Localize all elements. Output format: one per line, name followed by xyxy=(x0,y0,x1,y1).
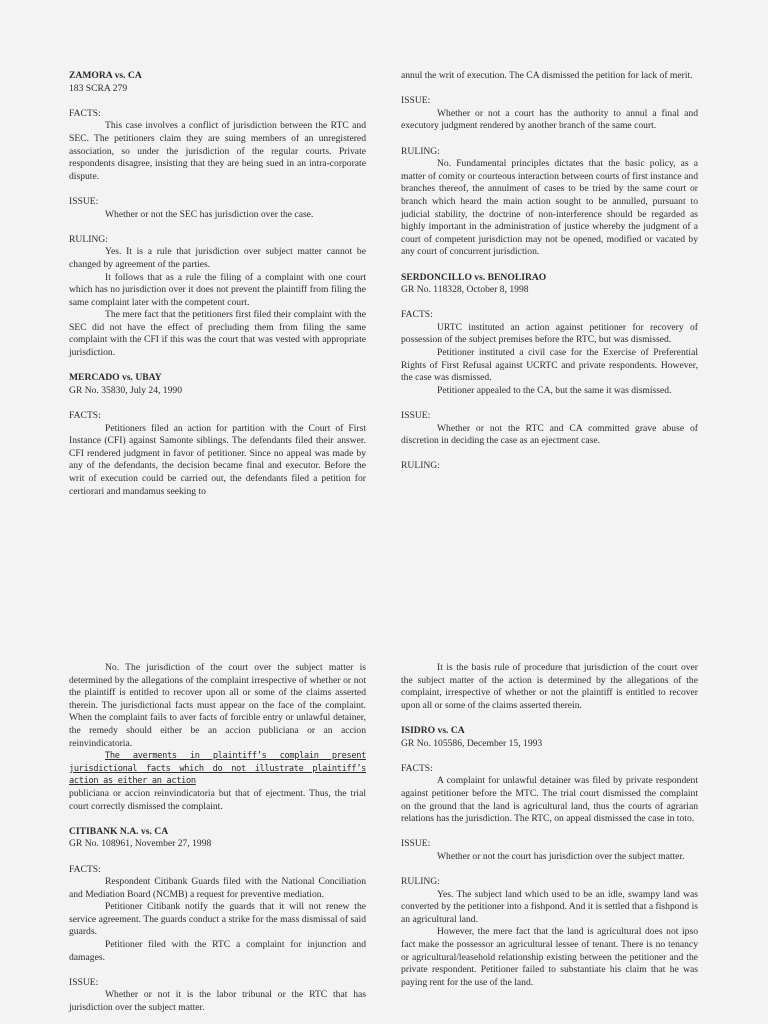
case-title: ZAMORA vs. CA xyxy=(69,70,142,81)
section-heading: ISSUE: xyxy=(401,838,431,850)
section-heading: ISSUE: xyxy=(69,976,99,988)
case-citation: GR No. 105586, December 15, 1993 xyxy=(401,737,543,749)
case-citation: 183 SCRA 279 xyxy=(69,82,128,94)
paragraph: Respondent Citibank Guards filed with the National Conciliation and Mediation Board (NCMB) a request for preventive mediation. xyxy=(69,876,366,900)
paragraph: Yes. The subject land which used to be an idle, swampy land was converted by the petitioner into a fishpond. And it is settled that a fishpond is an agricultural land. xyxy=(401,888,698,925)
paragraph: Petitioners filed an action for partition with the Court of First Instance (CFI) against Samonte siblings. The defendants filed their answer. CFI rendered judgment in favor of petitioner. Since no appeal was made by any of the defendants, the decision became final and executor. Before the writ of execution could be carried out, the defendants filed a petition for certiorari and mandamus seeking to xyxy=(69,422,366,497)
paragraph: URTC instituted an action against petitioner for recovery of possession of the subject premises before the RTC, but was dismissed. xyxy=(401,321,698,346)
section-heading: ISSUE: xyxy=(401,410,431,422)
section-heading: FACTS: xyxy=(401,309,433,321)
paragraph: Whether or not the SEC has jurisdiction over the case. xyxy=(105,208,314,220)
paragraph: Petitioner Citibank notify the guards that it will not renew the service agreement. The guards conduct a strike for the mass dismissal of said guards. xyxy=(69,901,366,938)
paragraph: Whether or not a court has the authority to annul a final and executory judgment rendered by another branch of the same court. xyxy=(401,107,698,132)
column-top-left xyxy=(69,70,366,498)
paragraph: Petitioner appealed to the CA, but the same it was dismissed. xyxy=(437,384,672,396)
case-title: CITIBANK N.A. vs. CA xyxy=(69,825,169,837)
handwritten-underlined-text: The averments in plaintiff’s complain present jurisdictional facts which do not illustrate plaintiff’s action as either an action xyxy=(69,751,366,787)
paragraph: It follows that as a rule the filing of a complaint with one court which has no jurisdiction over it does not prevent the plaintiff from filing the same complaint later with the competent court. xyxy=(69,271,366,308)
paragraph: The mere fact that the petitioners first filed their complaint with the SEC did not have the effect of precluding them from filing the same complaint with the CFI if this was the court that was vested with appropriate jurisdiction. xyxy=(69,309,366,359)
section-heading: RULING: xyxy=(401,876,440,888)
section-heading: RULING: xyxy=(401,460,440,472)
paragraph: However, the mere fact that the land is agricultural does not ipso fact make the possessor an agricultural lessee of tenant. There is no tenancy or agricultural/leasehold relationship existing between the petitioner and the private respondent. Petitioner failed to substantiate his claim that he was paying rent for the use of the land. xyxy=(401,926,698,988)
paragraph: publiciana or accion reinvindicatoria but that of ejectment. Thus, the trial court correctly dismissed the complaint. xyxy=(69,787,366,812)
section-heading: RULING: xyxy=(69,233,108,245)
case-title: ISIDRO vs. CA xyxy=(401,724,465,736)
case-citation: GR No. 108961, November 27, 1998 xyxy=(69,838,212,850)
paragraph: This case involves a conflict of jurisdiction between the RTC and SEC. The petitioners claim they are suing members of an unregistered association, so under the jurisdiction of the regular courts. Private respondents disagree, insisting that they are being sued in an intra-corporate dispute. xyxy=(69,120,366,182)
section-heading: ISSUE: xyxy=(401,95,431,107)
case-title: MERCADO vs. UBAY xyxy=(69,372,162,384)
paragraph: annul the writ of execution. The CA dismissed the petition for lack of merit. xyxy=(401,70,693,81)
paragraph: Yes. It is a rule that jurisdiction over subject matter cannot be changed by agreement of the parties. xyxy=(69,246,366,270)
case-citation: GR No. 118328, October 8, 1998 xyxy=(401,284,529,296)
paragraph: Petitioner filed with the RTC a complaint for injunction and damages. xyxy=(69,939,366,963)
section-heading: ISSUE: xyxy=(69,195,99,207)
paragraph: A complaint for unlawful detainer was filed by private respondent against petitioner before the MTC. The trial court dismissed the complaint on the ground that the land is agricultural land, thus the courts of agrarian relations has the jurisdiction. The RTC, on appeal dismissed the case in toto. xyxy=(401,775,698,825)
paragraph: Whether or not the court has jurisdiction over the subject matter. xyxy=(437,850,685,862)
section-heading: FACTS: xyxy=(69,863,101,875)
column-top-right xyxy=(401,70,698,473)
case-title: SERDONCILLO vs. BENOLIRAO xyxy=(401,271,547,283)
section-heading: RULING: xyxy=(401,145,440,157)
paragraph: No. The jurisdiction of the court over the subject matter is determined by the allegations of the complaint irrespective of whether or not the plaintiff is entitled to recover upon all or some of the claims asserted therein. The jurisdictional facts must appear on the face of the complaint. When the complaint fails to aver facts of forcible entry or unlawful detainer, the remedy should either be an accion publiciana or an accion reinvindicatoria. xyxy=(69,662,366,749)
paragraph: Whether or not it is the labor tribunal or the RTC that has jurisdiction over the subject matter. xyxy=(69,989,366,1014)
section-heading: FACTS: xyxy=(69,410,101,422)
section-heading: FACTS: xyxy=(401,762,433,774)
column-bottom-right xyxy=(401,662,698,989)
section-heading: FACTS: xyxy=(69,107,101,119)
paragraph: It is the basis rule of procedure that jurisdiction of the court over the subject matter of the action is determined by the allegations of the complaint, irrespective of whether or not the plaintiff is entitled to recover upon all or some of the claims asserted therein. xyxy=(401,662,698,711)
column-bottom-left xyxy=(69,662,366,1015)
paragraph: Petitioner instituted a civil case for the Exercise of Preferential Rights of First Refusal against UCRTC and private respondents. However, the case was dismissed. xyxy=(401,347,698,384)
paragraph: No. Fundamental principles dictates that the basic policy, as a matter of comity or courteous interaction between courts of first instance and branches thereof, the annulment of cases to be tried by the same court or branch which heard the main action sought to be annulled, pursuant to judicial stability, the doctrine of non-interference should be regarded as highly important in the administration of justice whereby the judgment of a court of competent jurisdiction may not be opened, modified or vacated by any court of concurrent jurisdiction. xyxy=(401,158,698,258)
case-citation: GR No. 35830, July 24, 1990 xyxy=(69,384,182,396)
paragraph: Whether or not the RTC and CA committed grave abuse of discretion in deciding the case as an ejectment case. xyxy=(401,422,698,447)
